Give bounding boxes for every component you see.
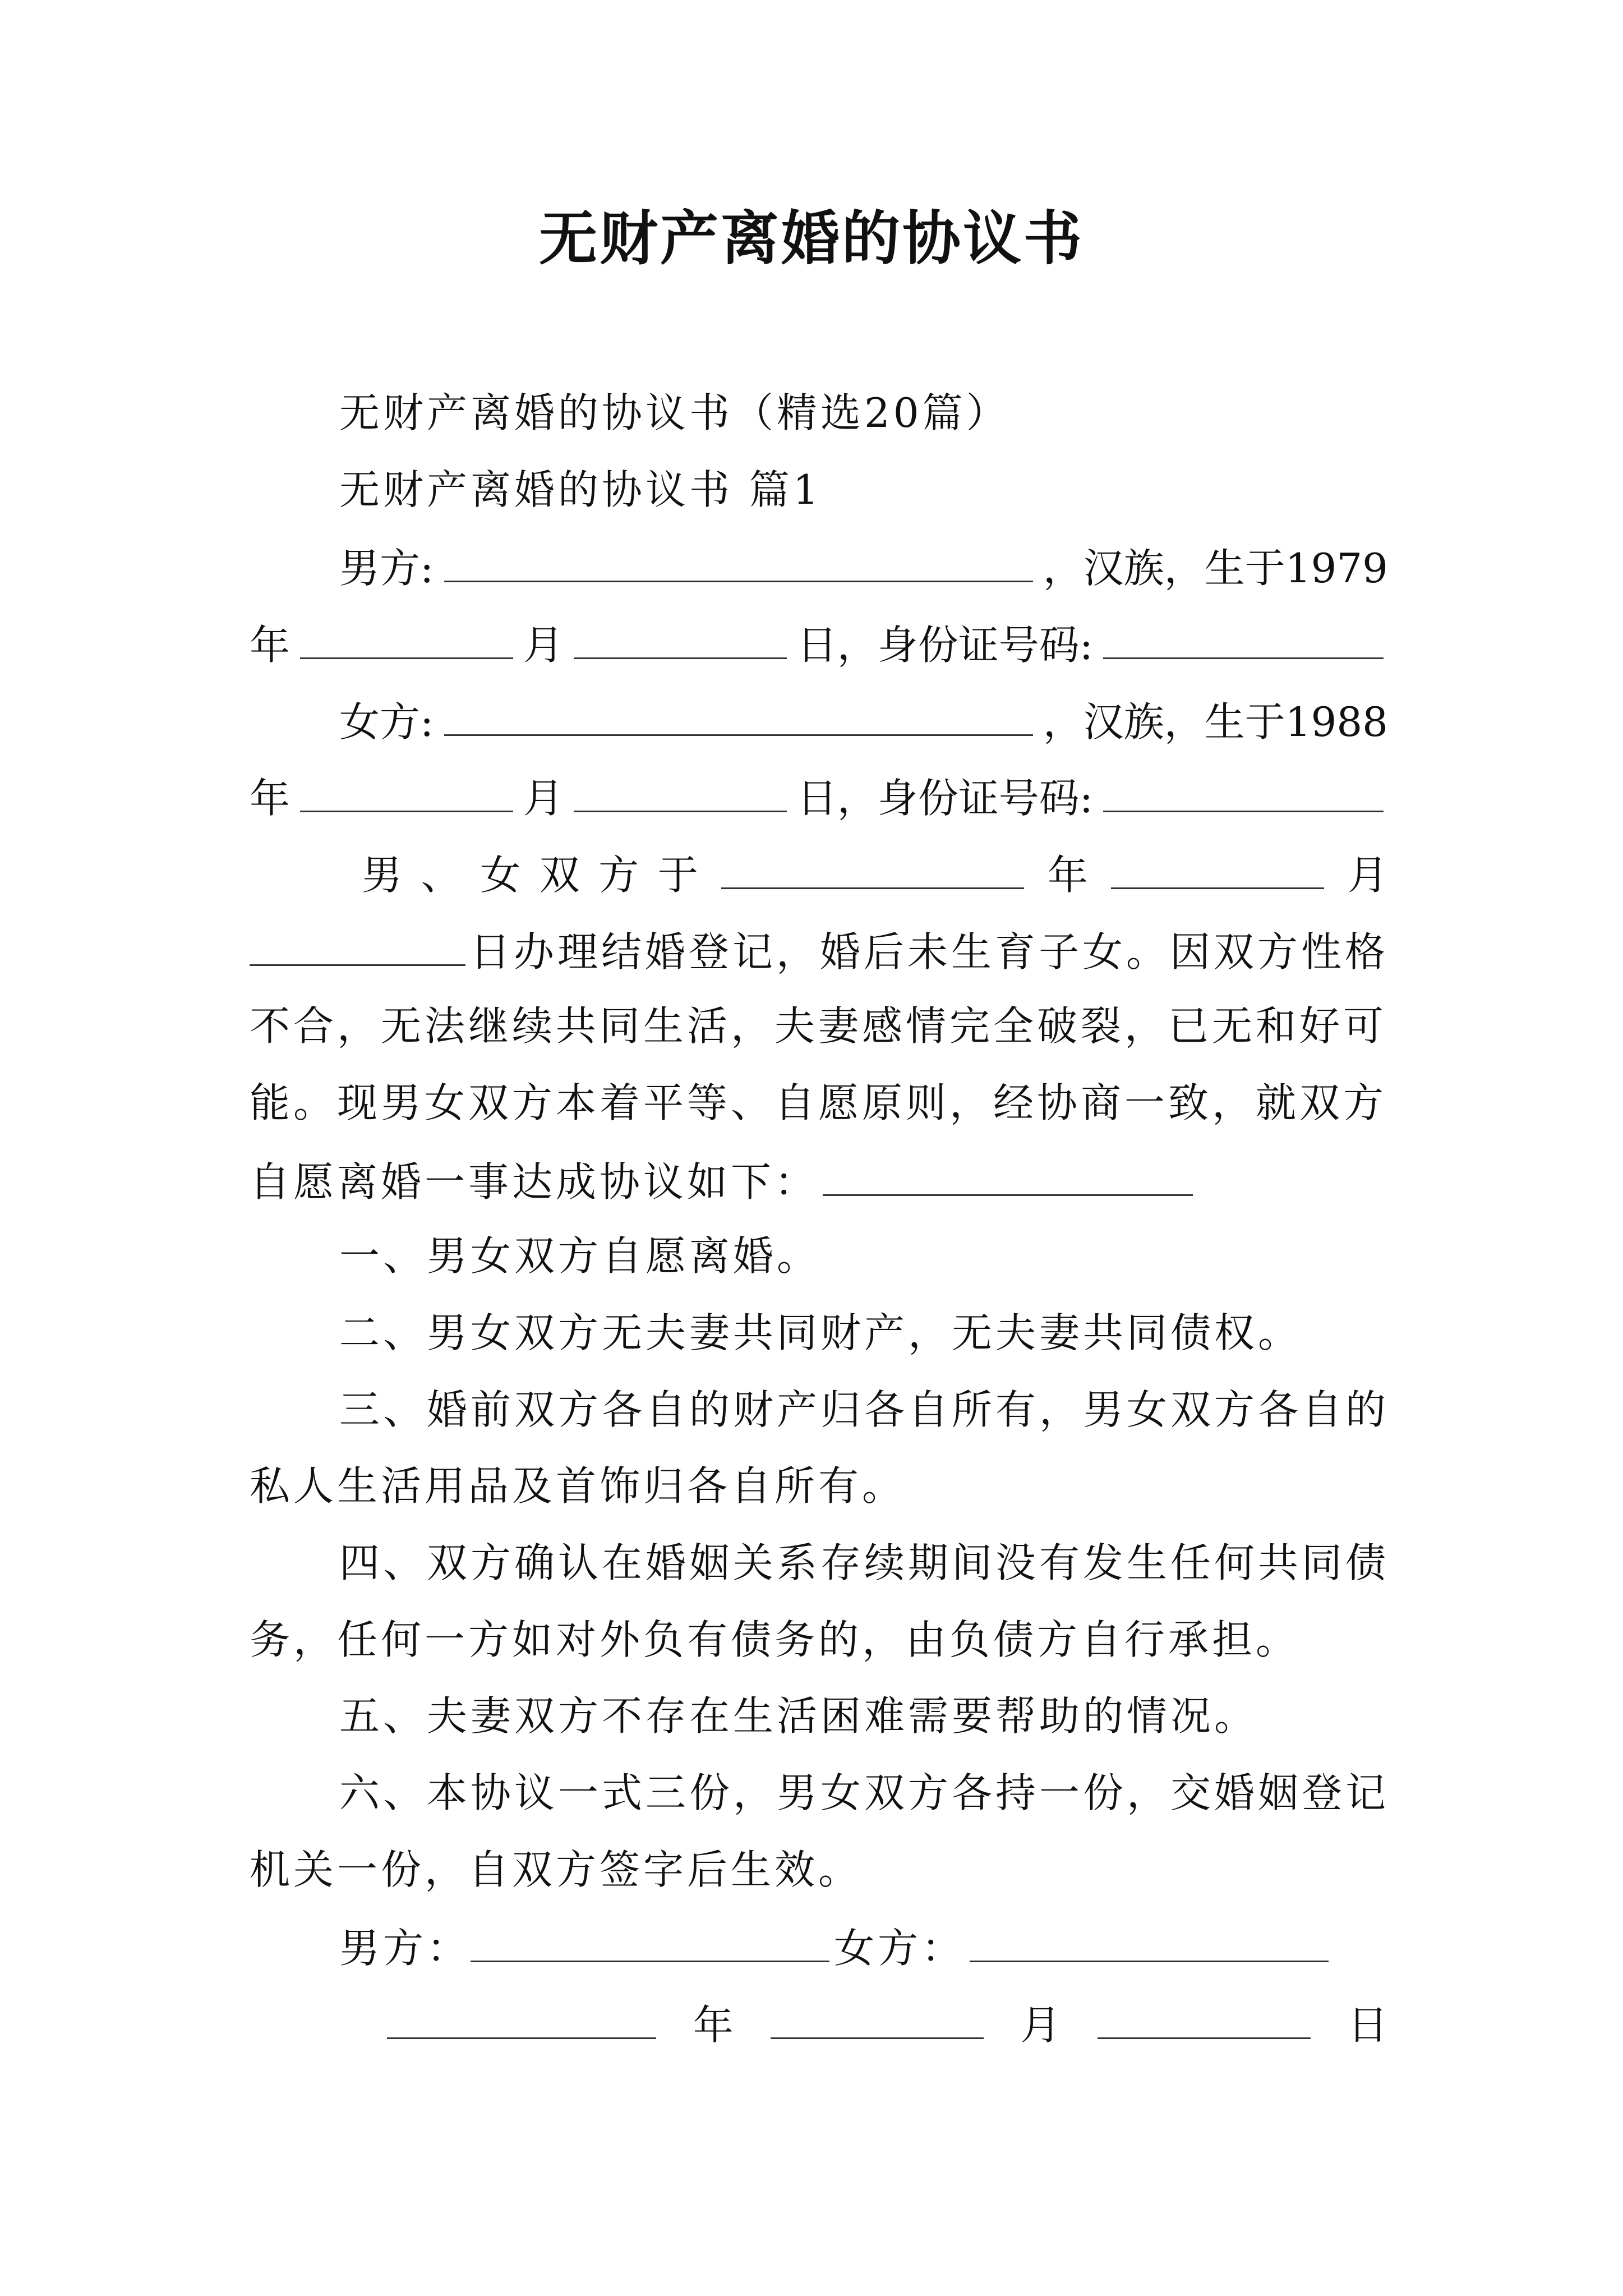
marriage-line5: 自愿离婚一事达成协议如下： bbox=[250, 1153, 1388, 1209]
signature-day-char: 日 bbox=[1347, 2001, 1388, 2049]
signature-male-label: 男方： bbox=[339, 1925, 471, 1972]
clause-6-line1: 六、本协议一式三份，男女双方各持一份，交婚姻登记 bbox=[339, 1769, 1390, 1816]
clause-6-line2: 机关一份，自双方签字后生效。 bbox=[250, 1846, 863, 1893]
male-birth-month-blank bbox=[300, 616, 513, 659]
male-day-id: 日，身份证号码: bbox=[796, 622, 1094, 669]
clause-3-line1: 三、婚前双方各自的财产归各自所有，男女双方各自的 bbox=[339, 1386, 1390, 1433]
marriage-char: 、 bbox=[421, 852, 462, 899]
clause-2: 二、男女双方无夫妻共同财产，无夫妻共同债权。 bbox=[339, 1309, 1302, 1356]
signature-female-blank bbox=[970, 1919, 1329, 1962]
clause-4-line2: 务，任何一方如对外负有债务的，由负债方自行承担。 bbox=[250, 1616, 1300, 1663]
marriage-year-char: 年 bbox=[1047, 852, 1088, 899]
marriage-char: 方 bbox=[598, 852, 639, 899]
female-year-char: 年 bbox=[250, 775, 291, 822]
signature-month-blank bbox=[771, 1996, 984, 2039]
clause-3-line2: 私人生活用品及首饰归各自所有。 bbox=[250, 1462, 906, 1510]
marriage-line2: 日办理结婚登记，婚后未生育子女。因双方性格 bbox=[250, 923, 1388, 979]
marriage-day-blank bbox=[250, 923, 465, 966]
clause-4-line1: 四、双方确认在婚姻关系存续期间没有发生任何共同债 bbox=[339, 1539, 1390, 1586]
female-day-id: 日，身份证号码: bbox=[796, 775, 1094, 822]
male-info-line2 bbox=[250, 616, 1388, 672]
signature-male-blank bbox=[471, 1919, 829, 1962]
male-month-char: 月 bbox=[523, 622, 564, 669]
male-id-blank bbox=[1103, 616, 1384, 659]
signature-line bbox=[339, 1919, 1388, 1975]
agreement-blank bbox=[823, 1153, 1193, 1196]
marriage-char: 男 bbox=[362, 852, 403, 899]
female-month-char: 月 bbox=[523, 775, 564, 822]
marriage-line4: 能。现男女双方本着平等、自愿原则，经协商一致，就双方 bbox=[250, 1079, 1387, 1126]
male-ethnic-birth: ，汉族，生于1979 bbox=[1043, 545, 1388, 592]
marriage-char: 女 bbox=[480, 852, 521, 899]
marriage-month-blank bbox=[1111, 846, 1324, 889]
marriage-char: 于 bbox=[657, 852, 698, 899]
clause-5: 五、夫妻双方不存在生活困难需要帮助的情况。 bbox=[339, 1692, 1258, 1740]
marriage-year-blank bbox=[721, 846, 1024, 889]
signature-year-char: 年 bbox=[693, 2001, 734, 2049]
signature-date-line bbox=[387, 1996, 1388, 2052]
signature-day-blank bbox=[1098, 1996, 1311, 2039]
signature-month-char: 月 bbox=[1020, 2001, 1061, 2049]
female-label: 女方: bbox=[339, 698, 434, 746]
section-heading: 无财产离婚的协议书 篇1 bbox=[339, 466, 822, 513]
male-birth-day-blank bbox=[574, 616, 787, 659]
female-birth-month-blank bbox=[300, 769, 513, 812]
female-id-blank bbox=[1103, 769, 1384, 812]
document-title: 无财产离婚的协议书 bbox=[538, 204, 1084, 273]
male-label: 男方: bbox=[339, 545, 434, 592]
signature-female-label: 女方： bbox=[834, 1925, 966, 1972]
male-year-char: 年 bbox=[250, 622, 291, 669]
signature-year-blank bbox=[387, 1996, 656, 2039]
female-info-line2 bbox=[250, 769, 1388, 825]
female-ethnic-birth: ，汉族，生于1988 bbox=[1043, 698, 1388, 746]
female-info-line1 bbox=[339, 693, 1388, 749]
male-name-blank bbox=[444, 539, 1033, 582]
marriage-char: 双 bbox=[539, 852, 580, 899]
female-name-blank bbox=[444, 693, 1033, 736]
clause-1: 一、男女双方自愿离婚。 bbox=[339, 1232, 821, 1280]
female-birth-day-blank bbox=[574, 769, 787, 812]
document-subtitle: 无财产离婚的协议书（精选20篇） bbox=[339, 389, 1010, 436]
marriage-month-char: 月 bbox=[1347, 852, 1388, 899]
marriage-line1 bbox=[362, 846, 1388, 902]
male-info-line1 bbox=[339, 539, 1388, 595]
marriage-line3: 不合，无法继续共同生活，夫妻感情完全破裂，已无和好可 bbox=[250, 1002, 1387, 1050]
